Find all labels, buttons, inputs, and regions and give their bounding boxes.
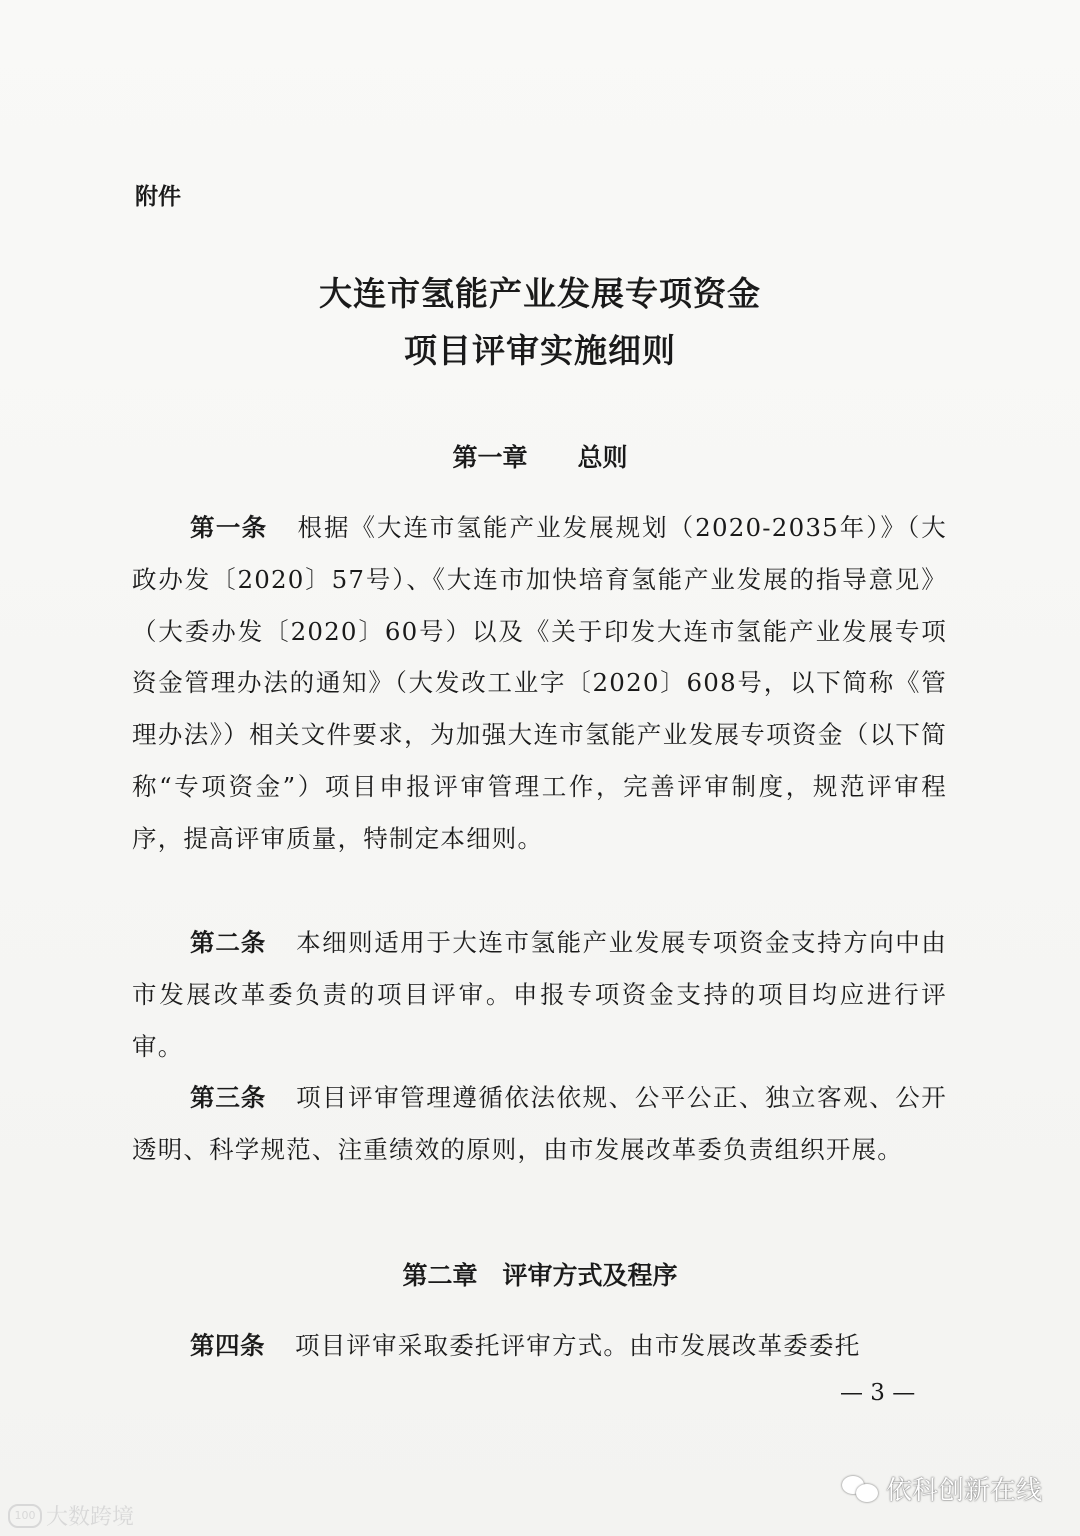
document-title-line1: 大连市氢能产业发展专项资金 (319, 274, 761, 313)
watermark-left-text: 大数跨境 (46, 1505, 135, 1530)
article-label: 第四条 (190, 1331, 265, 1360)
document-title-line2: 项目评审实施细则 (404, 331, 676, 370)
article-label: 第二条 (190, 928, 267, 957)
wechat-icon (842, 1474, 880, 1504)
article-text: 项目评审采取委托评审方式。由市发展改革委委托 (295, 1331, 861, 1360)
chapter-heading-1: 第一章 总则 (452, 443, 628, 472)
article-paragraph (132, 1320, 947, 1372)
article-text: 本细则适用于大连市氢能产业发展专项资金支持方向中由市发展改革委负责的项目评审。申报专项资金支持的项目均应进行评审。 (132, 928, 948, 1061)
article-paragraph (132, 917, 947, 1072)
attachment-label: 附件 (135, 184, 181, 210)
watermark-right-text: 依科创新在线 (886, 1476, 1043, 1506)
article-label: 第一条 (190, 513, 268, 542)
article-paragraph (132, 502, 947, 865)
article-text: 根据《大连市氢能产业发展规划（2020-2035年）》（大政办发〔2020〕57号）、《大连市加快培育氢能产业发展的指导意见》（大委办发〔2020〕60号）以及《关于印发大连市氢能产业发展专项资金管理办法的通知》（大发改工业字〔2020〕608号，以下简称《管理办法》）相关文件要求，为加强大连市氢能产业发展专项资金（以下简称“专项资金”）项目申报评审管理工作，完善评审制度，规范评审程序，提高评审质量，特制定本细则。 (132, 513, 948, 853)
watermark-left (8, 1500, 134, 1531)
chapter-heading-2: 第二章 评审方式及程序 (402, 1261, 678, 1290)
article-paragraph (132, 1072, 947, 1176)
article-text: 项目评审管理遵循依法依规、公平公正、独立客观、公开透明、科学规范、注重绩效的原则，由市发展改革委负责组织开展。 (132, 1083, 948, 1164)
watermark-logo-icon: 100 (8, 1504, 42, 1528)
article-label: 第三条 (190, 1083, 267, 1112)
page-number: — 3 — (840, 1380, 916, 1406)
watermark-right (842, 1470, 1042, 1507)
